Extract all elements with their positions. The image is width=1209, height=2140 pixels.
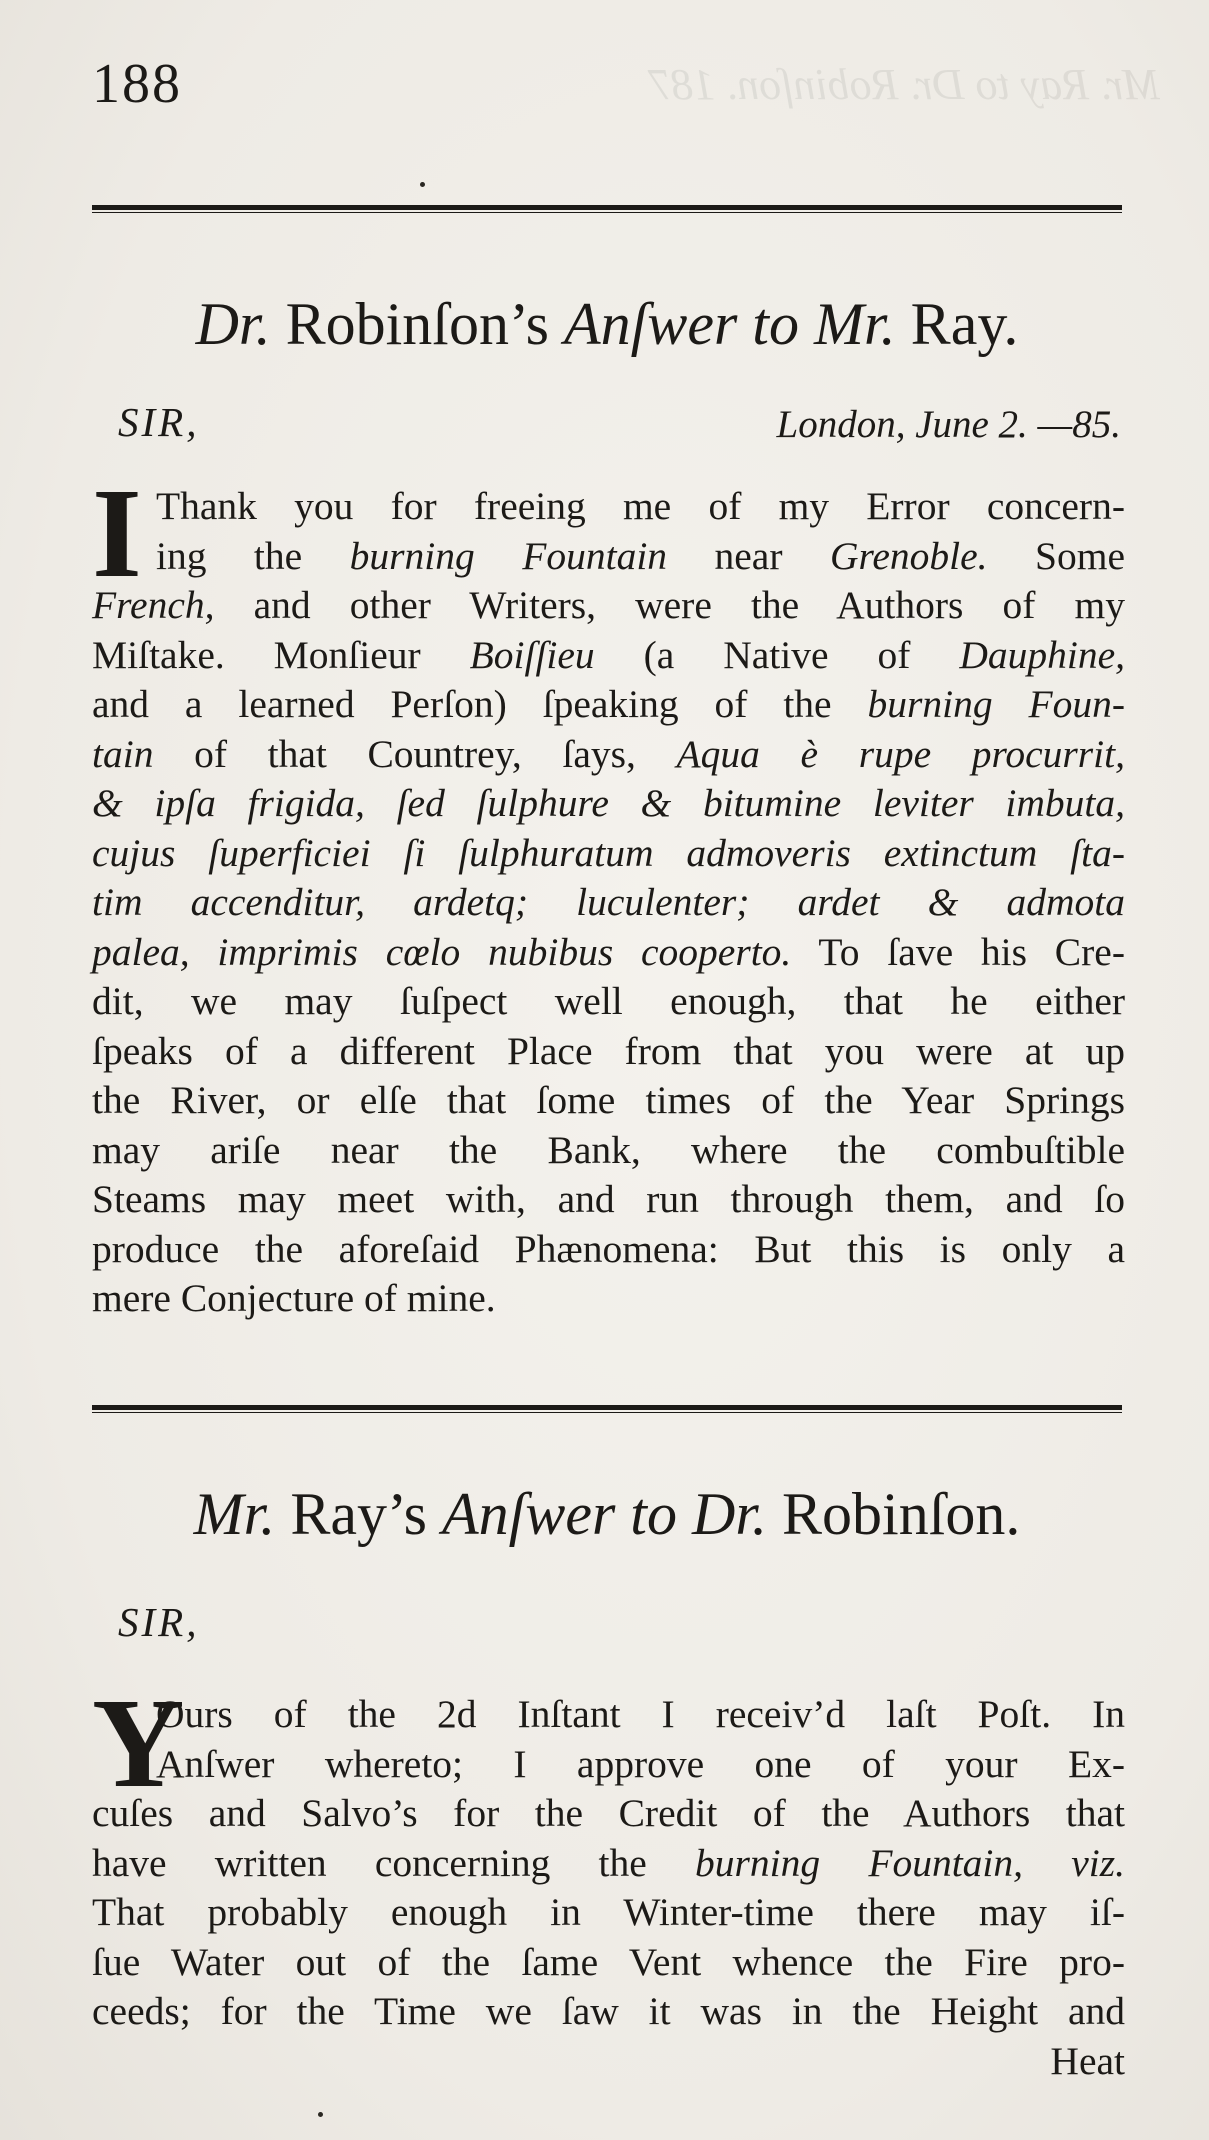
- text-run: ing the: [156, 533, 350, 578]
- text-run: (a Native of: [594, 632, 960, 677]
- title-to: Dr.: [691, 1481, 768, 1547]
- ink-speck: [318, 2112, 323, 2117]
- text-line: [92, 1076, 1125, 1126]
- letter-2-salutation: SIR,: [118, 1599, 200, 1645]
- show-through-text: Mr. Ray to Dr. Robinſon. 187: [649, 60, 1160, 109]
- text-run: Some: [987, 533, 1125, 578]
- italic-text: French,: [92, 583, 215, 627]
- text-run: may ariſe near the Bank, where the combuſtible: [92, 1127, 1125, 1172]
- text-run: Miſtake. Monſieur: [92, 632, 470, 677]
- text-run: ſue Water out of the ſame Vent whence the Fire pro-: [92, 1939, 1125, 1984]
- italic-text: cujus ſuperficiei ſi ſulphuratum admoveris extinctum ſta-: [92, 830, 1125, 875]
- text-run: Ours of the 2d Inſtant I receiv’d laſt Poſt. In: [156, 1692, 1125, 1736]
- title-recipient: Ray.: [910, 291, 1019, 357]
- italic-text: Dauphine,: [959, 632, 1125, 677]
- text-run: ceeds; for the Time we ſaw it was in the Height and: [92, 1989, 1125, 2033]
- catchword: Heat: [1050, 2038, 1125, 2083]
- italic-text: burning Fountain, viz.: [695, 1840, 1125, 1885]
- ink-speck: [420, 182, 425, 187]
- drop-cap: Y: [92, 1672, 185, 1814]
- text-run: Steams may meet with, and run through them, and ſo: [92, 1177, 1125, 1221]
- title-to: Mr.: [813, 291, 896, 357]
- text-run: the River, or elſe that ſome times of the Year Springs: [92, 1078, 1125, 1122]
- italic-text: Aqua è rupe procurrit,: [676, 731, 1125, 776]
- text-line: [92, 532, 1125, 582]
- text-run: cuſes and Salvo’s for the Credit of the Authors that: [92, 1791, 1125, 1835]
- letter-2-title: [92, 1480, 1122, 1549]
- text-line: [92, 928, 1125, 978]
- text-line: [92, 977, 1125, 1027]
- text-line: [92, 730, 1125, 780]
- text-line: [92, 1938, 1125, 1988]
- letter-1-dateline: London, June 2. —85.: [776, 403, 1121, 446]
- italic-text: & ipſa frigida, ſed ſulphure & bitumine leviter imbuta,: [92, 781, 1125, 825]
- text-line: [92, 1789, 1125, 1839]
- text-run: near: [667, 533, 830, 578]
- page-number: 188: [92, 53, 182, 115]
- text-line: [92, 829, 1125, 879]
- text-line: [92, 1274, 1125, 1324]
- text-line: [92, 878, 1125, 928]
- italic-text: burning Foun-: [867, 682, 1125, 726]
- text-run: of that Countrey, ſays,: [153, 731, 677, 776]
- text-line: [92, 779, 1125, 829]
- text-line: [92, 1126, 1125, 1176]
- title-prefix: Dr.: [195, 291, 271, 357]
- text-run: To ſave his Cre-: [791, 929, 1125, 974]
- italic-text: tain: [92, 731, 154, 776]
- text-run: That probably enough in Winter-time there may iſ-: [92, 1890, 1125, 1934]
- title-name: Ray’s: [290, 1481, 427, 1547]
- letter-2-body: [92, 1672, 1125, 2086]
- text-line: [92, 1740, 1125, 1790]
- italic-text: palea, imprimis cœlo nubibus cooperto.: [92, 929, 792, 974]
- text-line: [92, 581, 1125, 631]
- title-answer: Anſwer to: [563, 291, 799, 357]
- letter-1-body: [92, 462, 1125, 1324]
- text-line: [92, 1839, 1125, 1889]
- title-answer: Anſwer to: [441, 1481, 677, 1547]
- text-line: [92, 1690, 1125, 1740]
- title-recipient: Robinſon.: [782, 1481, 1021, 1547]
- text-run: produce the aforeſaid Phænomena: But this is only a: [92, 1226, 1125, 1271]
- text-line: [92, 1175, 1125, 1225]
- text-line: [92, 680, 1125, 730]
- text-line: [92, 1225, 1125, 1275]
- italic-text: Grenoble.: [829, 533, 988, 578]
- italic-text: tim accenditur, ardetq; luculenter; ardet & admota: [92, 880, 1125, 924]
- drop-cap: I: [92, 462, 142, 604]
- text-run: and other Writers, were the Authors of my: [214, 583, 1125, 627]
- letter-1-salutation: SIR,: [118, 399, 200, 445]
- text-run: Thank you for freeing me of my Error concern-: [156, 484, 1125, 528]
- title-name: Robinſon’s: [285, 291, 549, 357]
- text-line: [92, 1987, 1125, 2037]
- title-prefix: Mr.: [193, 1481, 276, 1547]
- text-run: Anſwer whereto; I approve one of your Ex-: [156, 1741, 1125, 1786]
- text-line: [92, 1888, 1125, 1938]
- section-rule: [92, 205, 1122, 213]
- text-run: have written concerning the: [92, 1840, 696, 1885]
- text-run: ſpeaks of a different Place from that you were at up: [92, 1028, 1125, 1073]
- text-run: and a learned Perſon) ſpeaking of the: [92, 682, 868, 726]
- text-run: mere Conjecture of mine.: [92, 1276, 496, 1320]
- italic-text: burning Fountain: [349, 533, 668, 578]
- italic-text: Boiſſieu: [469, 632, 595, 677]
- text-line: [92, 631, 1125, 681]
- text-line: [92, 482, 1125, 532]
- text-run: dit, we may ſuſpect well enough, that he either: [92, 979, 1125, 1023]
- text-line: [92, 1027, 1125, 1077]
- letter-1-title: [92, 290, 1122, 359]
- section-rule: [92, 1405, 1122, 1413]
